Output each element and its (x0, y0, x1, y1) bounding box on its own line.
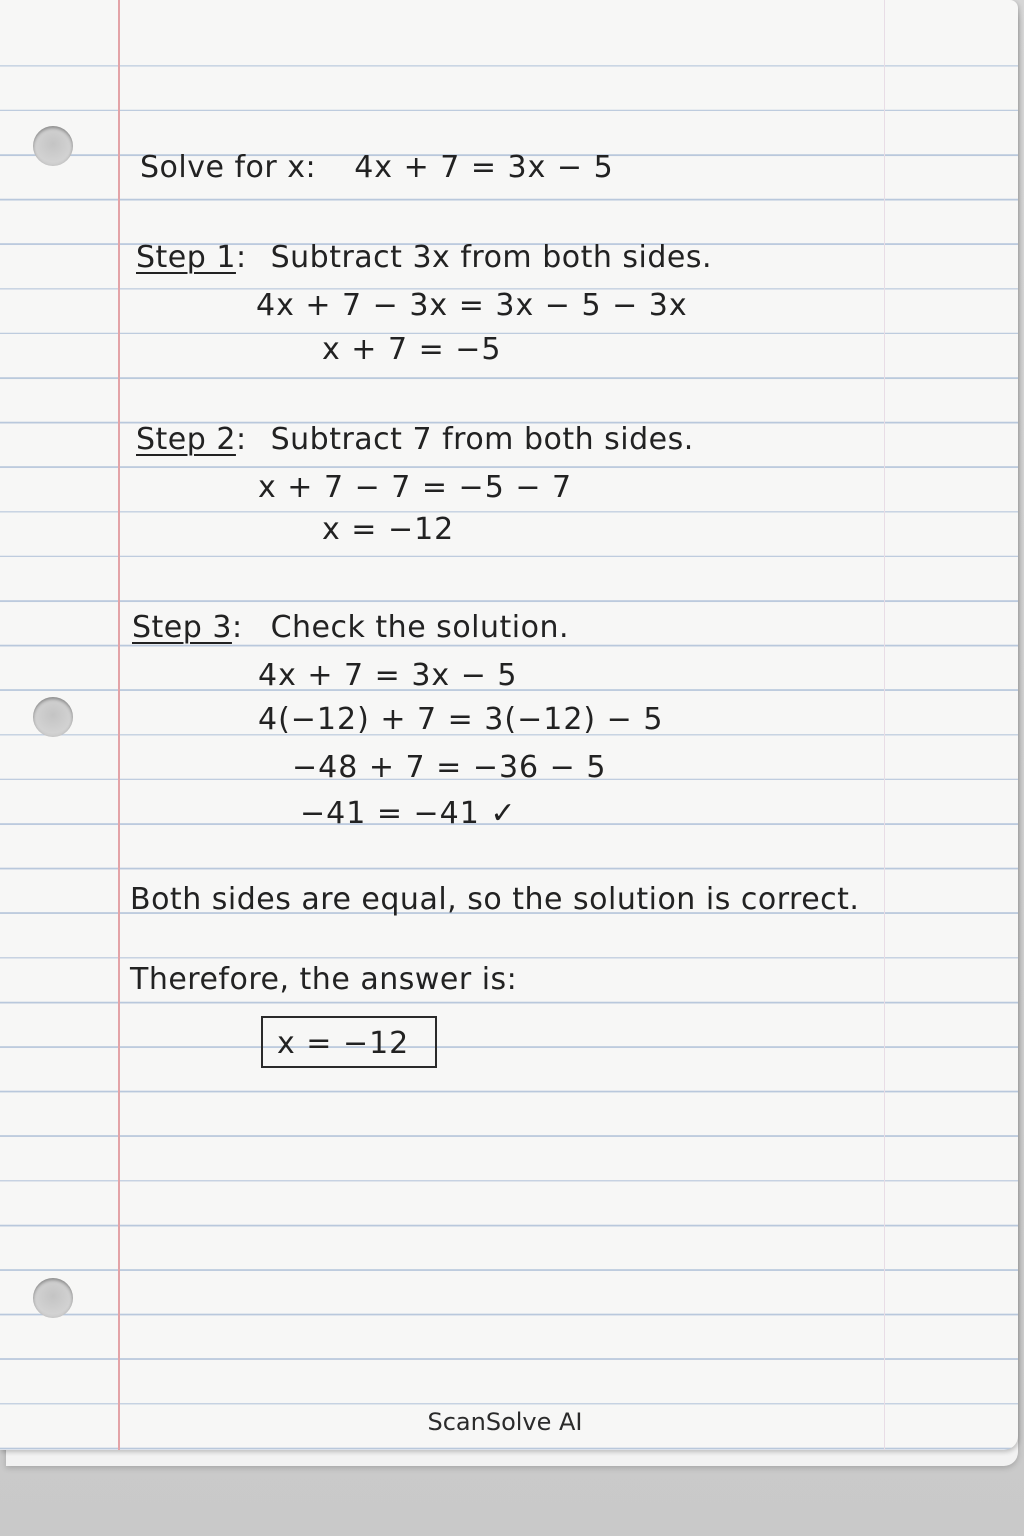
step-3-line-1: 4x + 7 = 3x − 5 (258, 658, 518, 693)
step-2-line-1: x + 7 − 7 = −5 − 7 (258, 470, 573, 505)
footer-brand: ScanSolve AI (427, 1408, 583, 1436)
answer-intro: Therefore, the answer is: (130, 962, 518, 997)
step-2-line-2: x = −12 (322, 512, 455, 547)
step-1-line-1: 4x + 7 − 3x = 3x − 5 − 3x (256, 288, 688, 323)
problem-statement (140, 150, 614, 185)
answer-value: x = −12 (277, 1026, 410, 1061)
step-3-line-3: −48 + 7 = −36 − 5 (292, 750, 607, 785)
step-1-instruction: Subtract 3x from both sides. (270, 240, 713, 275)
step-2-heading: Step 2: Subtract 7 from both sides. (136, 422, 694, 457)
step-1-line-2: x + 7 = −5 (322, 332, 502, 367)
answer-box (261, 1016, 437, 1068)
margin-line (118, 0, 120, 1450)
punch-hole-top (33, 126, 73, 166)
punch-hole-bottom (33, 1278, 73, 1318)
right-guide-line (884, 0, 885, 1450)
problem-equation: 4x + 7 = 3x − 5 (354, 150, 614, 185)
step-1-heading: Step 1: Subtract 3x from both sides. (136, 240, 713, 275)
step-3-instruction: Check the solution. (270, 610, 570, 645)
step-3-label: Step 3 (132, 610, 232, 645)
punch-hole-middle (33, 697, 73, 737)
problem-label: Solve for x: (140, 150, 317, 185)
step-2-instruction: Subtract 7 from both sides. (270, 422, 694, 457)
step-1-label: Step 1 (136, 240, 236, 275)
step-3-line-4: −41 = −41 ✓ (300, 796, 517, 831)
step-3-heading: Step 3: Check the solution. (132, 610, 570, 645)
step-3-line-2: 4(−12) + 7 = 3(−12) − 5 (258, 702, 664, 737)
conclusion-text: Both sides are equal, so the solution is correct. (130, 882, 860, 917)
step-2-label: Step 2 (136, 422, 236, 457)
